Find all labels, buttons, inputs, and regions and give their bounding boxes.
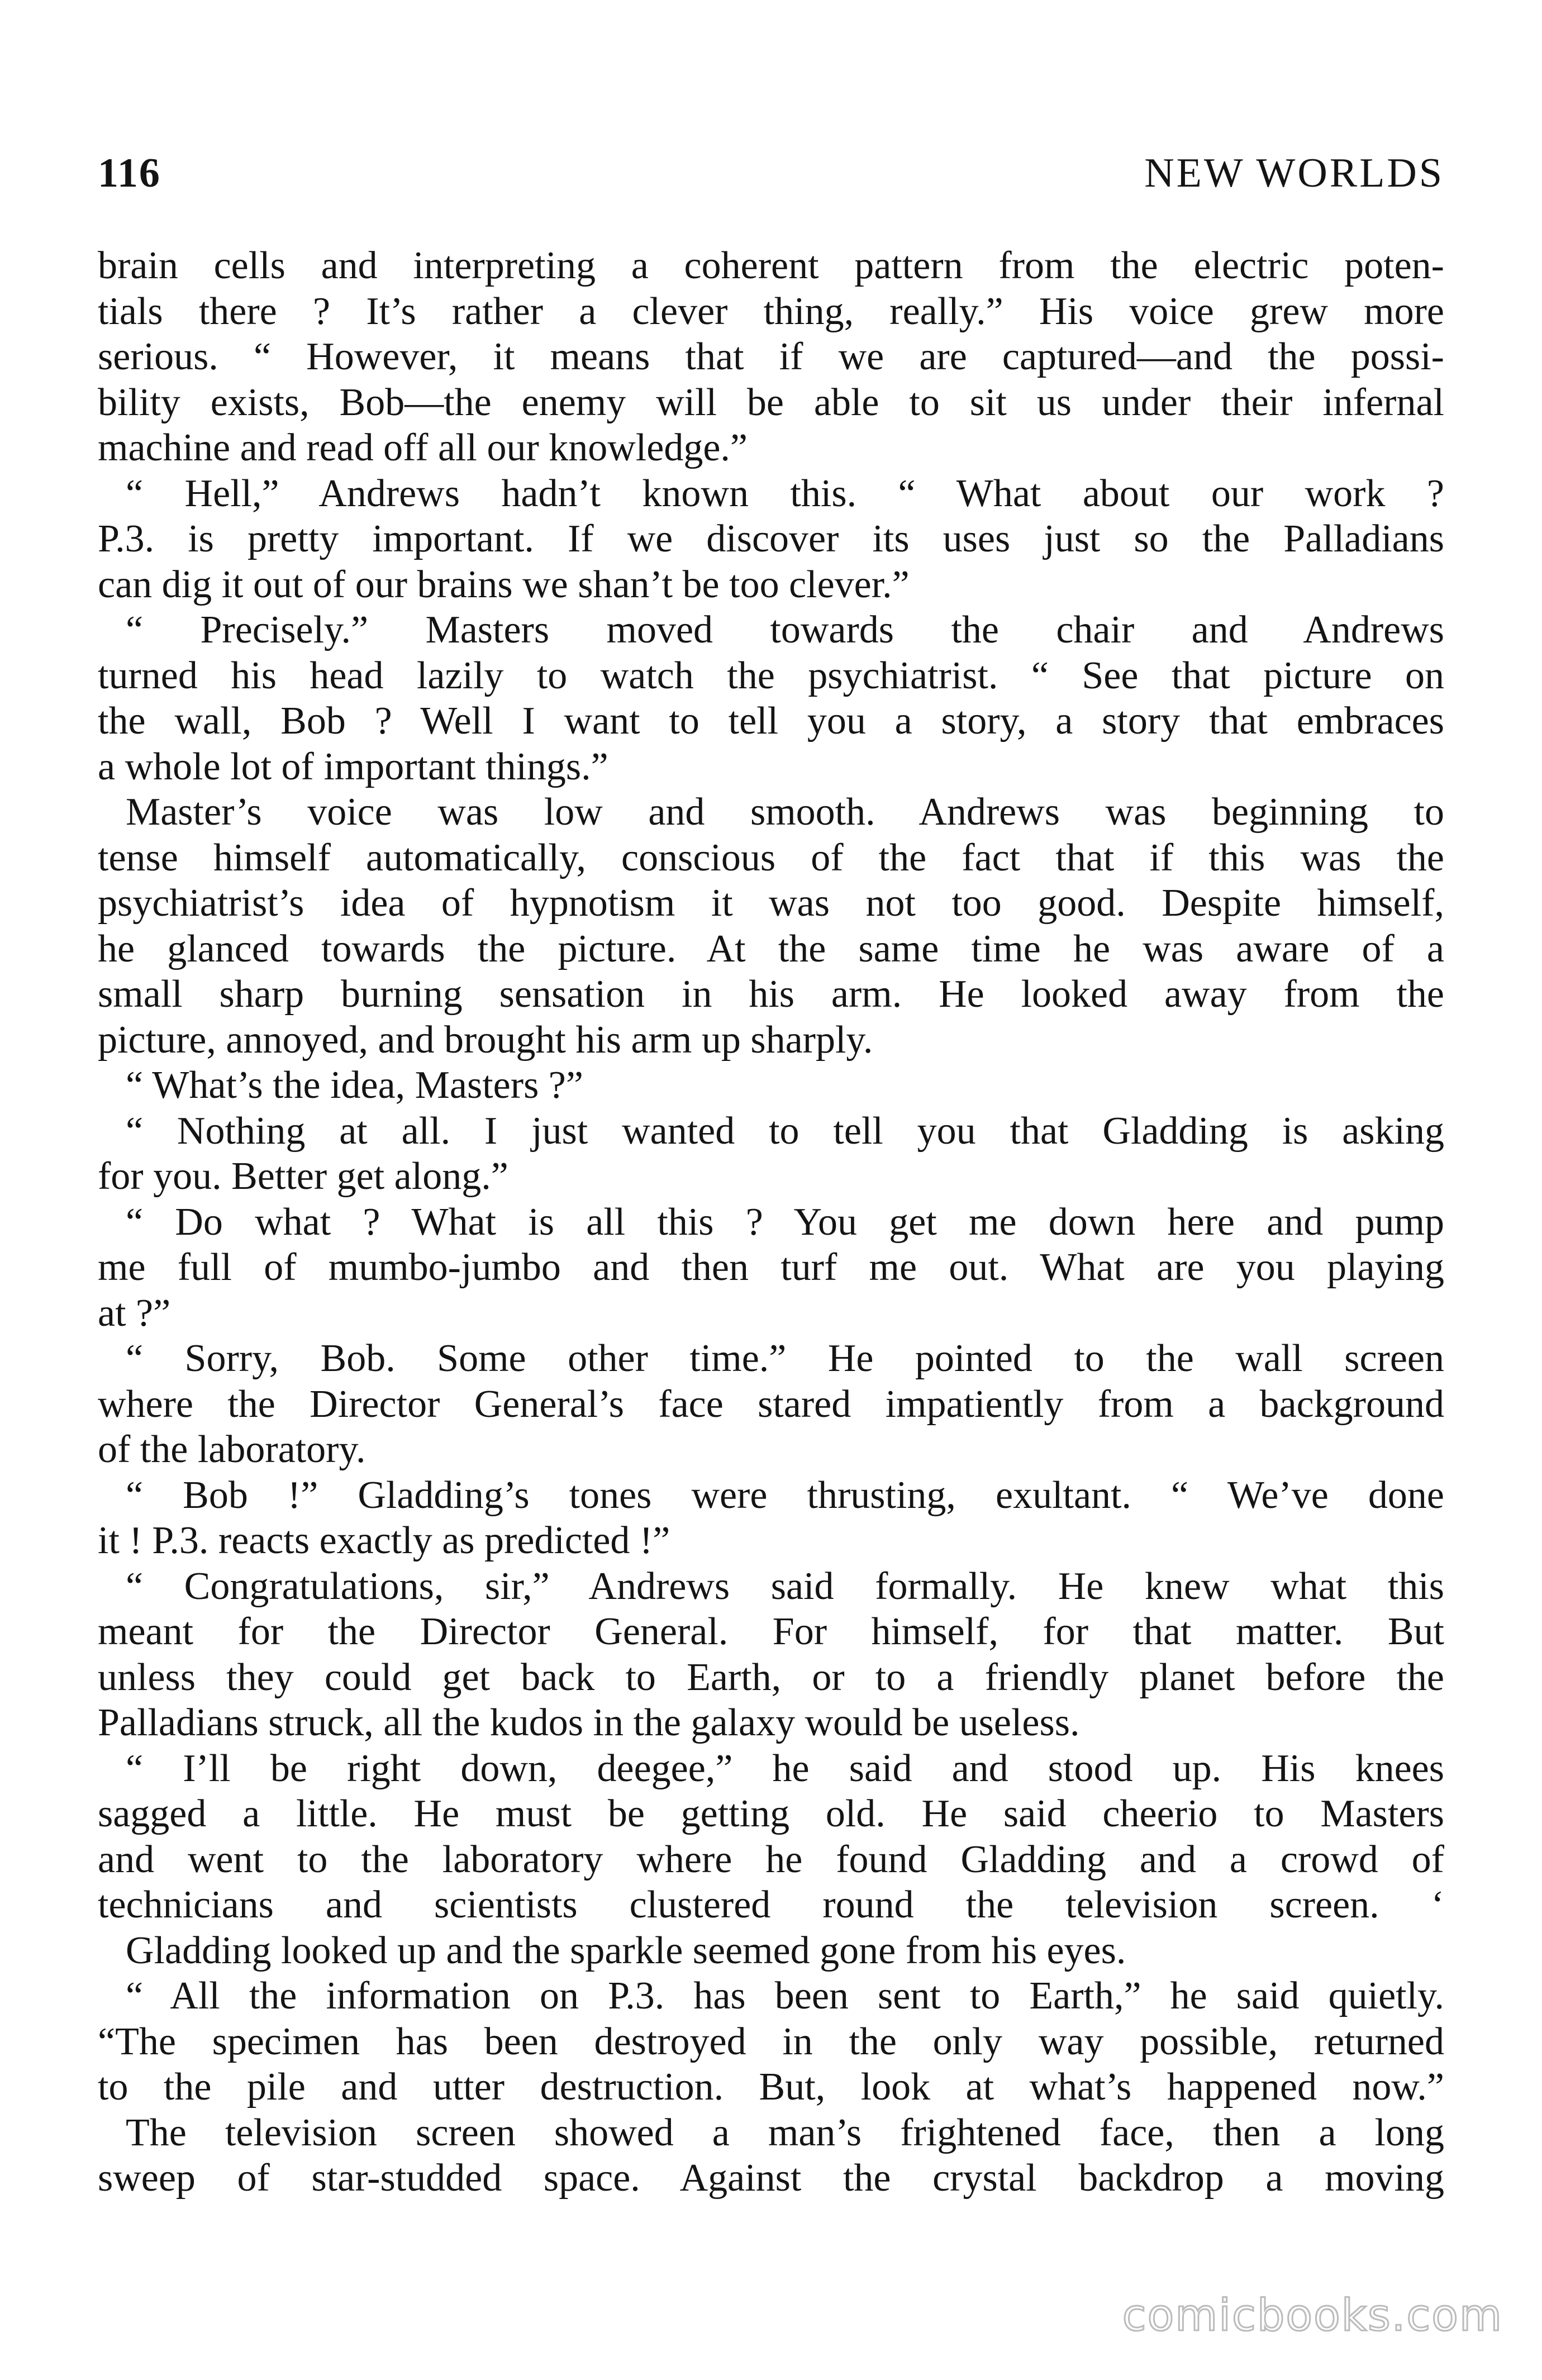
text-line: P.3. is pretty important. If we discover its uses just so the Palladians — [98, 517, 1444, 560]
text-line: “The specimen has been destroyed in the only way possible, returned — [98, 2020, 1444, 2063]
text-line: where the Director General’s face stared impatiently from a background — [98, 1382, 1444, 1426]
text-line: small sharp burning sensation in his arm. He looked away from the — [98, 973, 1444, 1016]
text-line: “ Do what ? What is all this ? You get me down here and pump — [126, 1200, 1444, 1244]
text-line: brain cells and interpreting a coherent pattern from the electric poten- — [98, 244, 1444, 287]
text-line: a whole lot of important things.” — [98, 745, 608, 788]
text-line: picture, annoyed, and brought his arm up sharply. — [98, 1018, 873, 1062]
text-line: meant for the Director General. For himself, for that matter. But — [98, 1610, 1444, 1653]
watermark: comicbooks.com — [1122, 2291, 1503, 2341]
text-line: and went to the laboratory where he found Gladding and a crowd of — [98, 1838, 1444, 1881]
text-line: “ Congratulations, sir,” Andrews said formally. He knew what this — [126, 1564, 1444, 1608]
text-line: sagged a little. He must be getting old. He said cheerio to Masters — [98, 1792, 1444, 1835]
text-line: Gladding looked up and the sparkle seemed gone from his eyes. — [126, 1929, 1126, 1972]
text-line: at ?” — [98, 1291, 171, 1335]
text-line: “ All the information on P.3. has been sent to Earth,” he said quietly. — [126, 1974, 1444, 2017]
text-line: “ What’s the idea, Masters ?” — [126, 1064, 583, 1107]
text-line: me full of mumbo-jumbo and then turf me out. What are you playing — [98, 1246, 1444, 1289]
text-line: it ! P.3. reacts exactly as predicted !” — [98, 1519, 670, 1562]
text-line: Master’s voice was low and smooth. Andrews was beginning to — [126, 791, 1444, 834]
text-line: turned his head lazily to watch the psychiatrist. “ See that picture on — [98, 654, 1444, 697]
text-line: “ Nothing at all. I just wanted to tell you that Gladding is asking — [126, 1109, 1444, 1153]
text-line: tials there ? It’s rather a clever thing, really.” His voice grew more — [98, 289, 1444, 333]
running-head — [98, 150, 1444, 206]
text-line: “ Precisely.” Masters moved towards the chair and Andrews — [126, 608, 1444, 651]
text-line: sweep of star-studded space. Against the crystal backdrop a moving — [98, 2157, 1444, 2200]
text-line: to the pile and utter destruction. But, look at what’s happened now.” — [98, 2065, 1444, 2108]
body-text — [98, 243, 1444, 2282]
text-line: “ I’ll be right down, deegee,” he said and stood up. His knees — [126, 1746, 1444, 1790]
text-line: can dig it out of our brains we shan’t be too clever.” — [98, 563, 910, 606]
text-line: serious. “ However, it means that if we are captured—and the possi- — [98, 335, 1444, 378]
text-line: machine and read off all our knowledge.” — [98, 426, 748, 469]
text-line: “ Sorry, Bob. Some other time.” He pointed to the wall screen — [126, 1337, 1444, 1380]
text-line: the wall, Bob ? Well I want to tell you a story, a story that embraces — [98, 699, 1444, 742]
text-line: “ Hell,” Andrews hadn’t known this. “ What about our work ? — [126, 472, 1444, 515]
text-line: technicians and scientists clustered round the television screen. ‘ — [98, 1883, 1444, 1926]
text-line: unless they could get back to Earth, or to a friendly planet before the — [98, 1655, 1444, 1699]
text-line: he glanced towards the picture. At the same time he was aware of a — [98, 927, 1444, 970]
text-line: of the laboratory. — [98, 1428, 366, 1471]
text-line: for you. Better get along.” — [98, 1155, 508, 1198]
text-line: “ Bob !” Gladding’s tones were thrusting, exultant. “ We’ve done — [126, 1473, 1444, 1517]
page-number: 116 — [98, 150, 161, 196]
text-line: Palladians struck, all the kudos in the galaxy would be useless. — [98, 1701, 1080, 1744]
journal-title: NEW WORLDS — [1144, 150, 1444, 196]
text-line: psychiatrist’s idea of hypnotism it was not too good. Despite himself, — [98, 882, 1444, 925]
text-line: bility exists, Bob—the enemy will be able to sit us under their infernal — [98, 380, 1444, 424]
text-line: The television screen showed a man’s frightened face, then a long — [126, 2111, 1444, 2154]
text-line: tense himself automatically, conscious of the fact that if this was the — [98, 836, 1444, 879]
